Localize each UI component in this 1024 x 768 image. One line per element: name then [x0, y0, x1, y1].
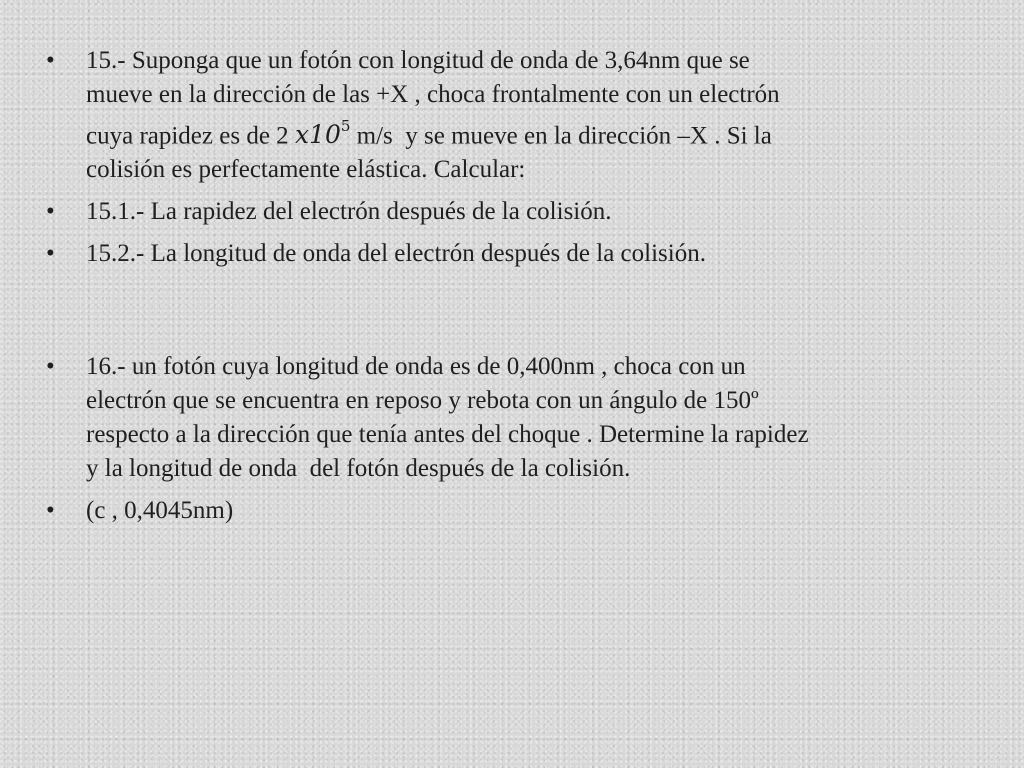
problem-15-line-1: 15.- Suponga que un fotón con longitud de onda de 3,64nm que se	[86, 47, 750, 74]
problem-16-answer-text: (c , 0,4045nm)	[86, 497, 234, 525]
bullet-icon: •	[46, 240, 55, 268]
problem-16-line-3: respecto a la dirección que tenía antes del choque . Determine la rapidez	[86, 421, 809, 449]
problem-15-line-4: colisión es perfectamente elástica. Calcular:	[86, 156, 526, 184]
problem-15-1	[46, 195, 926, 229]
bullet-icon: •	[46, 47, 55, 74]
problem-16-line-4: y la longitud de onda del fotón después de la colisión.	[86, 455, 631, 483]
problem-15-line-2: mueve en la dirección de las +X , choca frontalmente con un electrón	[86, 81, 780, 108]
problem-15	[46, 44, 926, 187]
bullet-list	[46, 44, 926, 528]
bullet-icon: •	[46, 353, 55, 381]
bullet-icon: •	[46, 198, 55, 226]
problem-16-answer	[46, 494, 926, 528]
speed-prefix: cuya rapidez es de 2	[86, 122, 295, 150]
problem-15-2-text: 15.2.- La longitud de onda del electrón después de la colisión.	[86, 240, 706, 268]
problem-16	[46, 350, 926, 486]
problem-16-line-1: 16.- un fotón cuya longitud de onda es de 0,400nm , choca con un	[86, 353, 746, 381]
problem-15-1-text: 15.1.- La rapidez del electrón después de la colisión.	[86, 198, 612, 226]
speed-suffix: m/s y se mueve en la dirección –X . Si la	[350, 122, 772, 150]
problem-15-2	[46, 237, 926, 271]
speed-formula	[294, 117, 351, 150]
bullet-icon: •	[46, 497, 55, 525]
problem-15-line-3	[86, 112, 926, 153]
speed-formula-exponent: 5	[340, 117, 351, 135]
speed-formula-base: x10	[294, 120, 341, 150]
problem-16-line-2: electrón que se encuentra en reposo y rebota con un ángulo de 150º	[86, 387, 759, 415]
